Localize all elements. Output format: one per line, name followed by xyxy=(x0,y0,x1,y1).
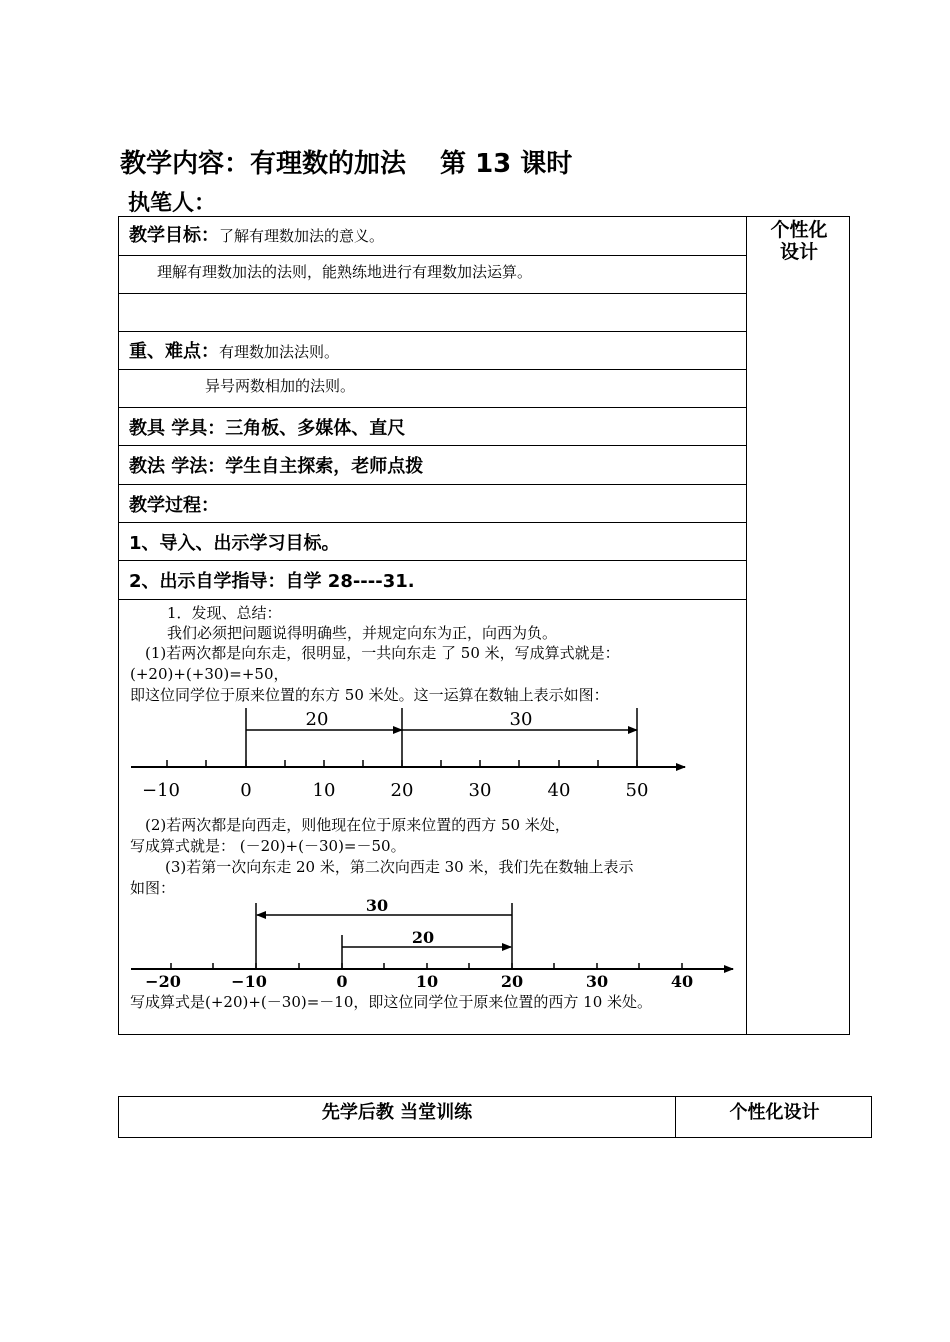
goal-text: 了解有理数加法的意义。 xyxy=(219,227,385,245)
side-label-line1: 个性化 xyxy=(770,219,828,241)
tick-label: 50 xyxy=(625,780,649,801)
paragraph-1: 我们必须把问题说得明确些，并规定向东为正，向西为负。 xyxy=(167,624,558,642)
design-header: 个性化设计 xyxy=(729,1102,820,1123)
equation-1: (+20)+(+30)=+50， xyxy=(130,665,289,683)
tick-label: 0 xyxy=(240,780,252,801)
paragraph-2: (1)若两次都是向东走，很明显，一共向东走 了 50 米，写成算式就是： xyxy=(145,644,620,662)
side-label xyxy=(747,219,851,263)
side-label-line2: 设计 xyxy=(779,241,818,263)
goal-label: 教学目标： xyxy=(129,225,219,246)
conclusion: 写成算式是(+20)+(－30)=－10，即这位同学位于原来位置的西方 10 米处。 xyxy=(130,993,652,1011)
goal-row-2 xyxy=(119,256,746,294)
section-heading: 1．发现、总结： xyxy=(167,604,282,622)
method-text: 教法 学法：学生自主探索，老师点拨 xyxy=(129,456,424,477)
key-text: 有理数加法法则。 xyxy=(219,343,340,361)
lesson-plan-table xyxy=(118,216,850,1035)
arrow-label: 20 xyxy=(305,709,329,730)
method-row xyxy=(119,446,746,485)
tick-label: 30 xyxy=(585,972,609,991)
key-label: 重、难点： xyxy=(129,341,219,362)
training-table xyxy=(118,1096,872,1138)
key-row-2 xyxy=(119,370,746,408)
key-row xyxy=(119,332,746,370)
tick-label: −10 xyxy=(142,780,180,801)
empty-row xyxy=(119,294,746,332)
personalized-design-column xyxy=(747,217,851,1034)
tick-label: −10 xyxy=(231,972,267,991)
step1-row xyxy=(119,523,746,561)
paragraph-6: 如图： xyxy=(130,879,176,897)
number-line-chart-2 xyxy=(119,897,746,993)
number-line-chart-1 xyxy=(119,703,746,803)
arrow-label: 30 xyxy=(509,709,533,730)
key-text-2: 异号两数相加的法则。 xyxy=(205,377,356,395)
tick-label: 0 xyxy=(336,972,348,991)
tick-label: 40 xyxy=(670,972,694,991)
process-text: 教学过程： xyxy=(129,495,219,516)
training-header: 先学后教 当堂训练 xyxy=(119,1097,676,1137)
process-row xyxy=(119,485,746,523)
step2-text: 2、出示自学指导：自学 28----31. xyxy=(129,571,415,592)
tick-label: 40 xyxy=(547,780,571,801)
tick-label: 30 xyxy=(468,780,492,801)
paragraph-4: (2)若两次都是向西走，则他现在位于原来位置的西方 50 米处， xyxy=(145,816,570,834)
title-text: 教学内容：有理数的加法 xyxy=(120,149,407,179)
tick-label: 20 xyxy=(500,972,524,991)
tick-label: 20 xyxy=(390,780,414,801)
tick-labels-2 xyxy=(145,972,693,991)
paragraph-3: 即这位同学位于原来位置的东方 50 米处。这一运算在数轴上表示如图： xyxy=(130,686,609,704)
content-column xyxy=(119,217,747,1034)
goal-text-2: 理解有理数加法的法则，能熟练地进行有理数加法运算。 xyxy=(157,263,533,281)
tick-label: 10 xyxy=(415,972,439,991)
page-title xyxy=(120,143,572,180)
arrow-label: 30 xyxy=(365,897,389,915)
step1-text: 1、导入、出示学习目标。 xyxy=(129,533,340,554)
paragraph-5: (3)若第一次向东走 20 米，第二次向西走 30 米，我们先在数轴上表示 xyxy=(165,858,634,876)
tick-labels-1 xyxy=(142,780,648,801)
tools-text: 教具 学具：三角板、多媒体、直尺 xyxy=(129,418,406,439)
goal-row xyxy=(119,217,746,256)
tick-label: 10 xyxy=(312,780,336,801)
step2-row xyxy=(119,561,746,600)
tools-row xyxy=(119,408,746,446)
equation-2: 写成算式就是： (－20)+(－30)=－50。 xyxy=(130,837,406,855)
arrow-label: 20 xyxy=(411,928,435,947)
tick-label: −20 xyxy=(145,972,181,991)
lesson-number: 第 13 课时 xyxy=(440,149,573,179)
author-label: 执笔人： xyxy=(128,191,217,216)
